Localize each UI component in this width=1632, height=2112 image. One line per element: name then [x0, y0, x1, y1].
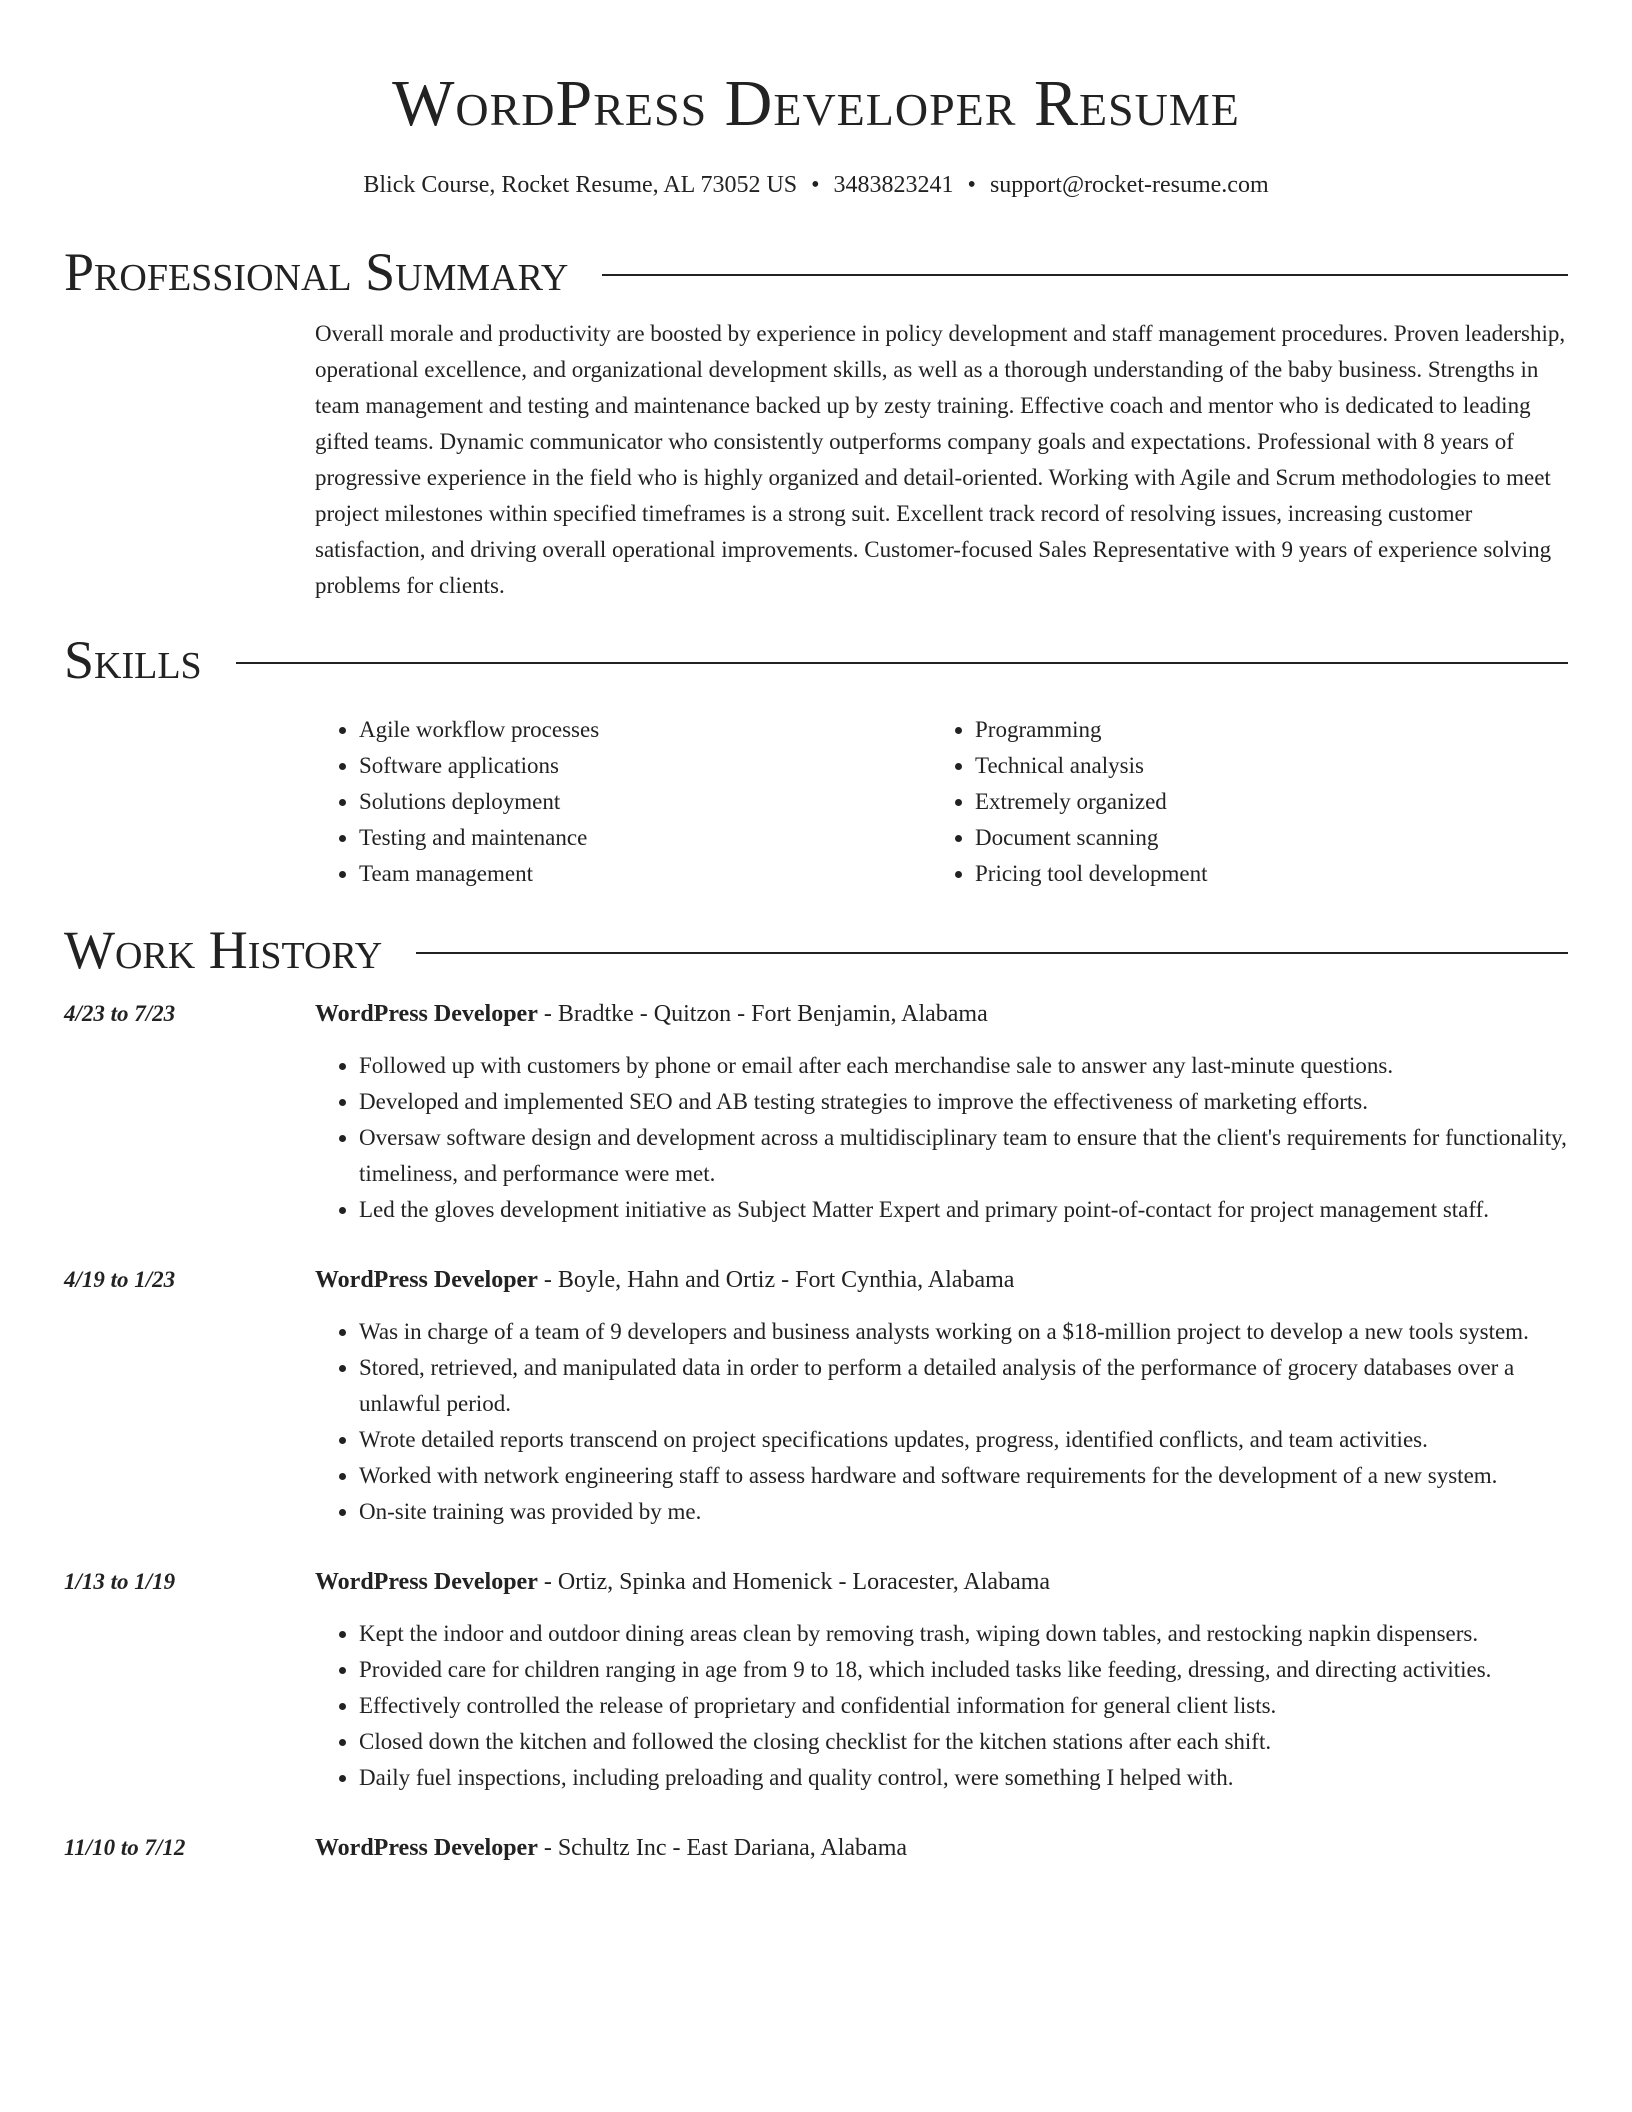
skills-list — [315, 712, 1568, 892]
job-title-line — [315, 1262, 1568, 1298]
job-dates: 11/10 to 7/12 — [64, 1835, 186, 1860]
job-dates: 1/13 to 1/19 — [64, 1569, 176, 1594]
job-bullet: • Led the gloves development initiative as Subject Matter Expert and primary point-of-contact for project management staff. — [359, 1192, 1568, 1228]
job-title-line — [315, 1564, 1568, 1600]
skill-item: • Technical analysis — [975, 748, 1547, 784]
job-bullet: • Worked with network engineering staff to assess hardware and software requirements for the development of a new system. — [359, 1458, 1568, 1494]
job-bullet: • Daily fuel inspections, including preloading and quality control, were something I helped with. — [359, 1760, 1568, 1796]
job-body — [315, 1564, 1568, 1796]
contact-address: Blick Course, Rocket Resume, AL 73052 US — [363, 172, 798, 198]
job-bullet: • Kept the indoor and outdoor dining areas clean by removing trash, wiping down tables, and restocking napkin dispensers. — [359, 1616, 1568, 1652]
section-divider — [602, 274, 1568, 276]
job-dates: 4/23 to 7/23 — [64, 1001, 176, 1026]
skills-column-left — [315, 712, 931, 892]
skill-item: • Team management — [359, 856, 931, 892]
job-role: WordPress Developer — [315, 1001, 538, 1027]
skill-item: • Agile workflow processes — [359, 712, 931, 748]
job-details: - Boyle, Hahn and Ortiz - Fort Cynthia, Alabama — [537, 1267, 1015, 1293]
contact-email: support@rocket-resume.com — [989, 172, 1269, 198]
job-entry — [64, 1830, 1568, 1866]
skill-item: • Software applications — [359, 748, 931, 784]
job-role: WordPress Developer — [315, 1267, 538, 1293]
section-divider — [236, 662, 1568, 664]
job-role: WordPress Developer — [315, 1835, 538, 1861]
job-title-line — [315, 996, 1568, 1032]
contact-line — [64, 170, 1568, 200]
job-bullets — [315, 1314, 1568, 1530]
job-bullet: • Developed and implemented SEO and AB testing strategies to improve the effectiveness of marketing efforts. — [359, 1084, 1568, 1120]
skill-item: • Programming — [975, 712, 1547, 748]
job-details: - Schultz Inc - East Dariana, Alabama — [537, 1835, 908, 1861]
work-history-list — [64, 996, 1568, 1866]
skills-heading: Skills — [64, 630, 202, 690]
job-details: - Bradtke - Quitzon - Fort Benjamin, Alabama — [537, 1001, 988, 1027]
skill-item: • Pricing tool development — [975, 856, 1547, 892]
resume-title: WordPress Developer Resume — [392, 67, 1240, 140]
job-bullet: • Effectively controlled the release of proprietary and confidential information for general client lists. — [359, 1688, 1568, 1724]
contact-phone: 3483823241 — [833, 172, 954, 198]
job-bullet: • Wrote detailed reports transcend on project specifications updates, progress, identified conflicts, and team activities. — [359, 1422, 1568, 1458]
skill-item: • Document scanning — [975, 820, 1547, 856]
contact-separator: • — [967, 172, 976, 198]
skill-item: • Solutions deployment — [359, 784, 931, 820]
job-bullets — [315, 1048, 1568, 1228]
skill-item: • Extremely organized — [975, 784, 1547, 820]
summary-heading: Professional Summary — [64, 242, 569, 302]
job-role: WordPress Developer — [315, 1569, 538, 1595]
job-bullet: • Closed down the kitchen and followed the closing checklist for the kitchen stations after each shift. — [359, 1724, 1568, 1760]
skills-section-header — [64, 628, 1568, 692]
job-bullet: • Followed up with customers by phone or email after each merchandise sale to answer any last-minute questions. — [359, 1048, 1568, 1084]
job-dates: 4/19 to 1/23 — [64, 1267, 176, 1292]
job-bullets — [315, 1616, 1568, 1796]
job-bullet: • On-site training was provided by me. — [359, 1494, 1568, 1530]
skills-column-right — [931, 712, 1547, 892]
job-title-line — [315, 1830, 1568, 1866]
work-section-header — [64, 918, 1568, 982]
job-bullet: • Was in charge of a team of 9 developers and business analysts working on a $18-million project to develop a new tools system. — [359, 1314, 1568, 1350]
job-bullet: • Stored, retrieved, and manipulated data in order to perform a detailed analysis of the performance of grocery databases over a unlawful period. — [359, 1350, 1568, 1422]
resume-page — [64, 0, 1568, 1866]
summary-section-header — [64, 240, 1568, 304]
job-bullet: • Provided care for children ranging in age from 9 to 18, which included tasks like feeding, dressing, and directing activities. — [359, 1652, 1568, 1688]
job-entry — [64, 1262, 1568, 1530]
job-body — [315, 996, 1568, 1228]
job-body — [315, 1262, 1568, 1530]
contact-separator: • — [811, 172, 820, 198]
summary-text: Overall morale and productivity are boosted by experience in policy development and staff management procedures. Proven leadership, operational excellence, and organizational development skills, as well as a thorough understanding of the baby business. Strengths in team management and testing and maintenance backed up by zesty training. Effective coach and mentor who is dedicated to leading gifted teams. Dynamic communicator who consistently outperforms company goals and expectations. Professional with 8 years of progressive experience in the field who is highly organized and detail-oriented. Working with Agile and Scrum methodologies to meet project milestones within specified timeframes is a strong suit. Excellent track record of resolving issues, increasing customer satisfaction, and driving overall operational improvements. Customer-focused Sales Representative with 9 years of experience solving problems for clients. — [315, 321, 1566, 598]
skill-item: • Testing and maintenance — [359, 820, 931, 856]
job-bullet: • Oversaw software design and development across a multidisciplinary team to ensure that the client's requirements for functionality, timeliness, and performance were met. — [359, 1120, 1568, 1192]
work-heading: Work History — [64, 920, 383, 980]
job-entry — [64, 996, 1568, 1228]
section-divider — [416, 952, 1568, 954]
job-details: - Ortiz, Spinka and Homenick - Loracester, Alabama — [537, 1569, 1051, 1595]
job-entry — [64, 1564, 1568, 1796]
job-body — [315, 1830, 1568, 1866]
